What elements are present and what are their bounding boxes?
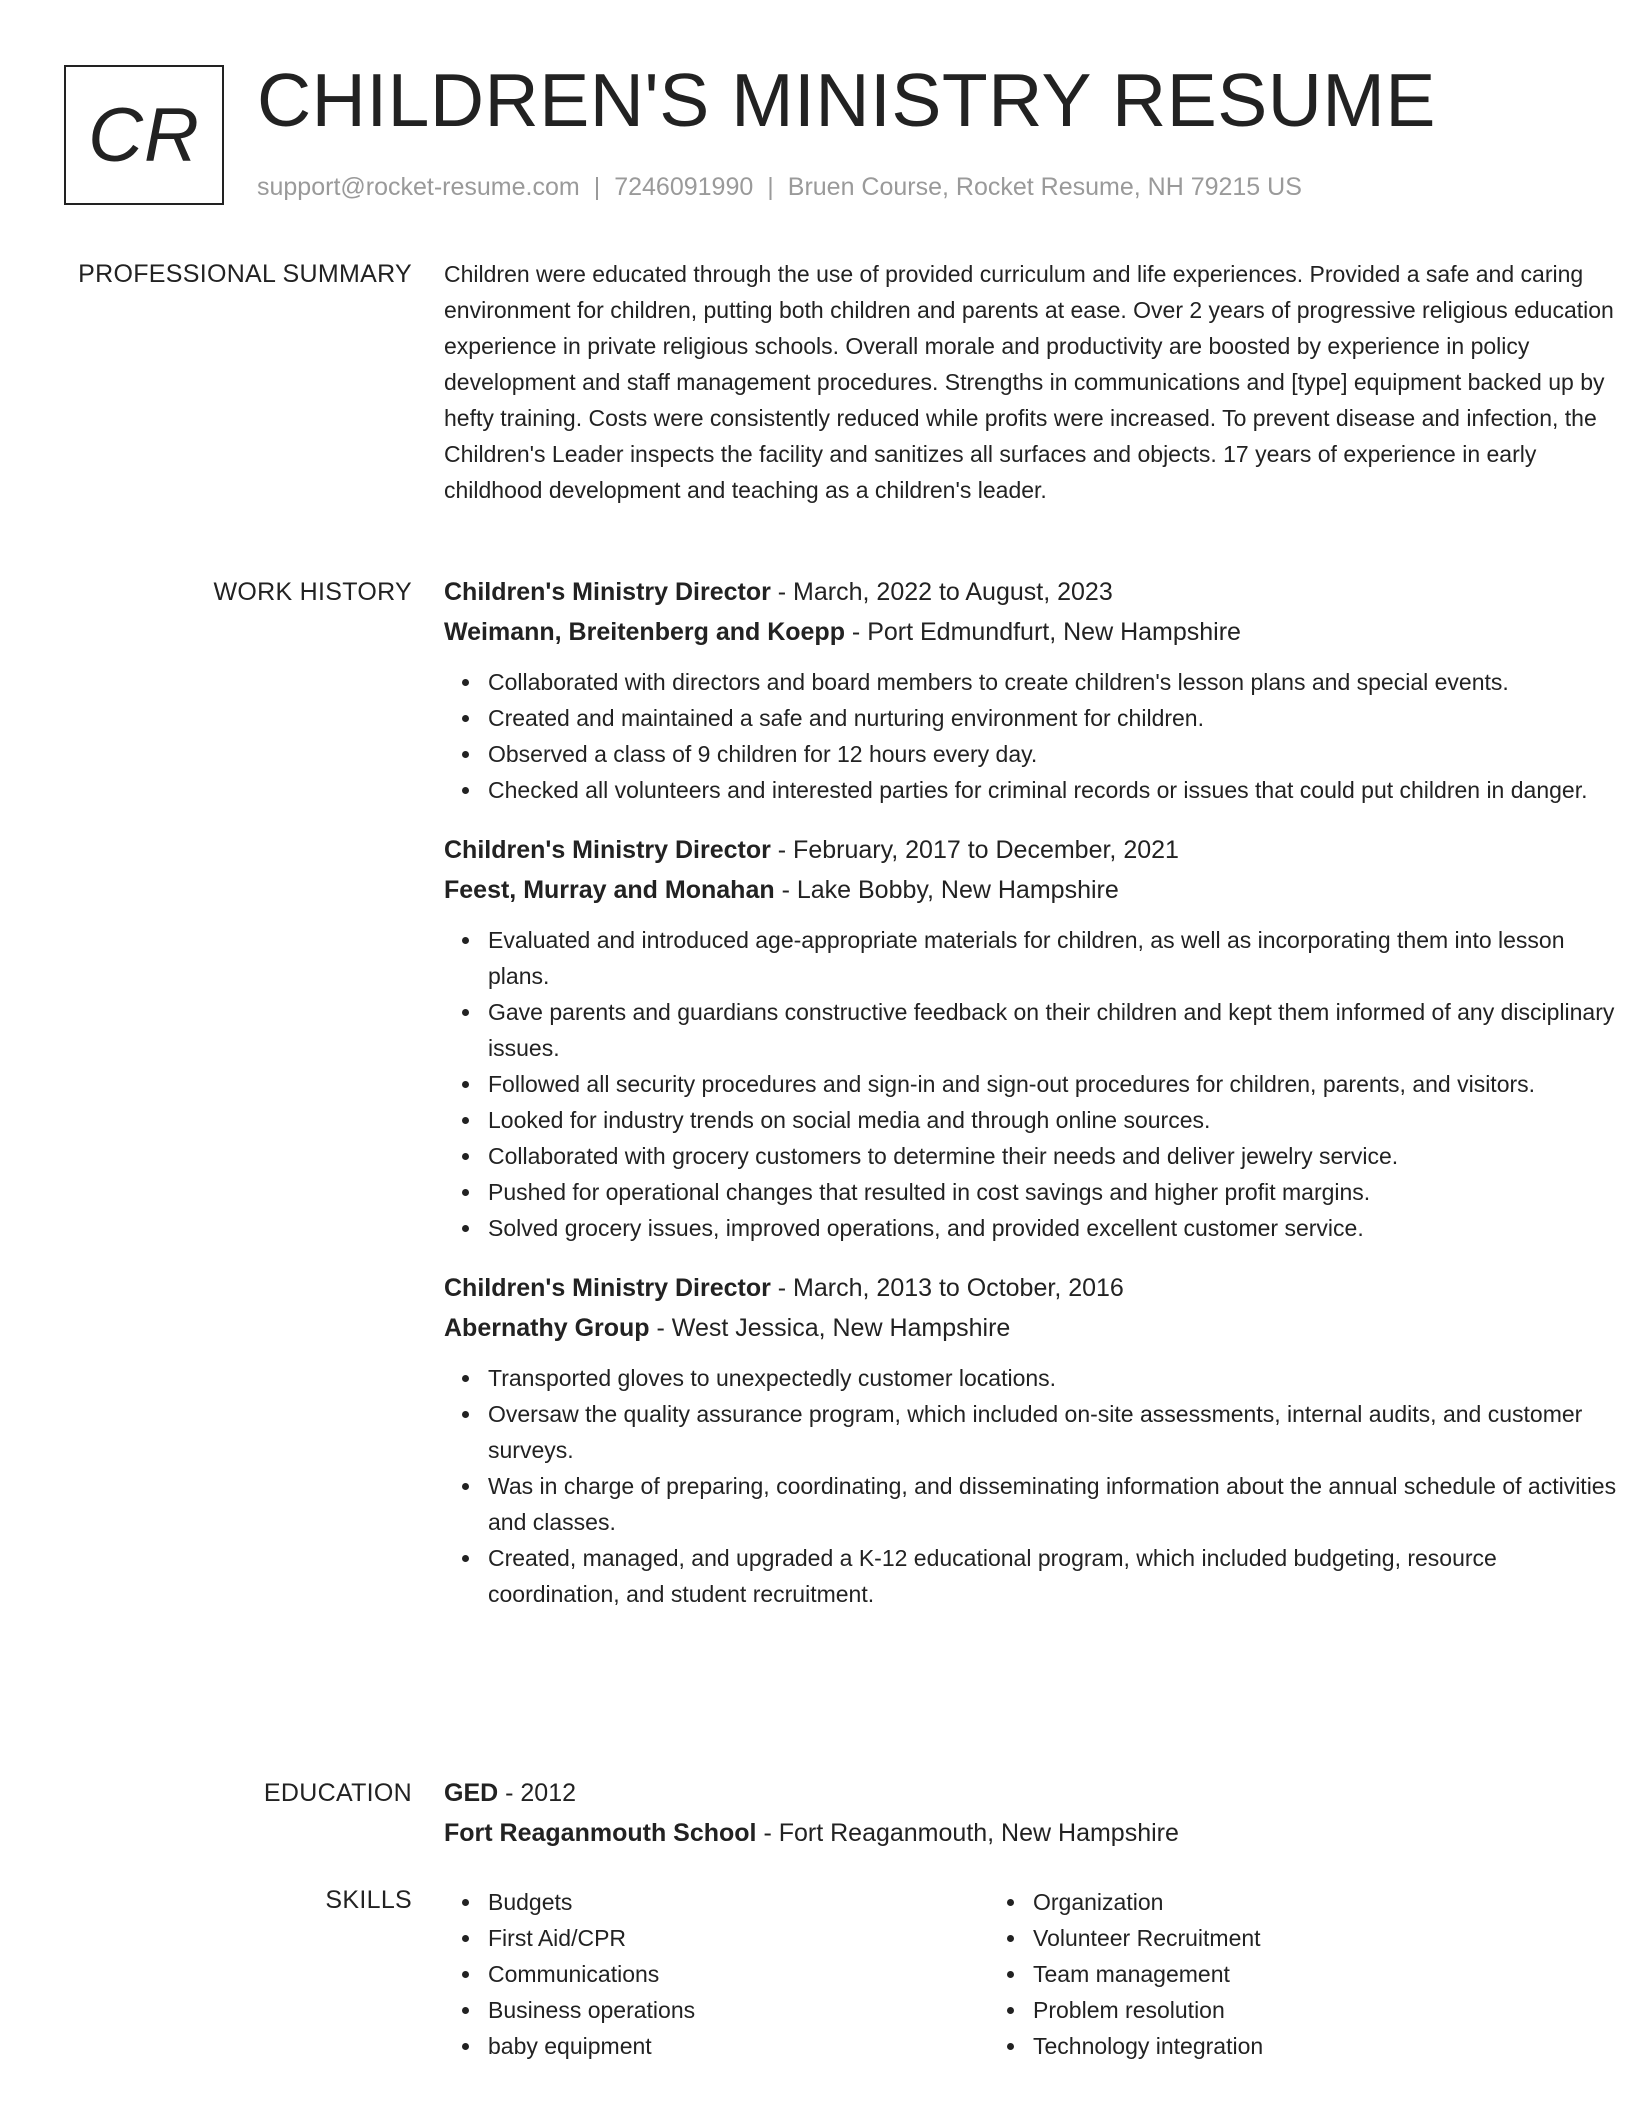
education-school-line — [444, 1813, 1620, 1853]
job-company-line — [444, 870, 1620, 910]
skill-item: Volunteer Recruitment — [1033, 1920, 1534, 1956]
contact-separator: | — [767, 173, 774, 201]
skill-item: Team management — [1033, 1956, 1534, 1992]
job-company: Abernathy Group — [444, 1314, 650, 1342]
job-company-line — [444, 612, 1620, 652]
education-degree: GED — [444, 1779, 499, 1807]
monogram-badge: CR — [64, 65, 224, 205]
job-bullet: Created, managed, and upgraded a K-12 educational program, which included budgeting, resource coordination, and student recruitment. — [488, 1540, 1620, 1612]
section-label-skills: SKILLS — [325, 1886, 412, 1914]
job-bullet: Collaborated with directors and board members to create children's lesson plans and special events. — [488, 664, 1620, 700]
job-location: - Lake Bobby, New Hampshire — [774, 876, 1119, 904]
skill-item: baby equipment — [488, 2028, 989, 2064]
skills-list — [989, 1884, 1534, 2064]
job-location: - Port Edmundfurt, New Hampshire — [844, 618, 1241, 646]
job-bullet: Pushed for operational changes that resulted in cost savings and higher profit margins. — [488, 1174, 1620, 1210]
skills-column-right — [989, 1884, 1534, 2064]
job-title-line — [444, 830, 1620, 870]
job-bullet: Gave parents and guardians constructive feedback on their children and kept them informed of any disciplinary issues. — [488, 994, 1620, 1066]
contact-address: Bruen Course, Rocket Resume, NH 79215 US — [787, 173, 1302, 201]
skill-item: Communications — [488, 1956, 989, 1992]
work-history-body — [444, 572, 1620, 1612]
job-dates: - February, 2017 to December, 2021 — [770, 836, 1179, 864]
section-label-work-history: WORK HISTORY — [213, 578, 412, 606]
job-bullet: Created and maintained a safe and nurturing environment for children. — [488, 700, 1620, 736]
job-bullet: Evaluated and introduced age-appropriate materials for children, as well as incorporating them into lesson plans. — [488, 922, 1620, 994]
skill-item: First Aid/CPR — [488, 1920, 989, 1956]
job-bullet: Transported gloves to unexpectedly customer locations. — [488, 1360, 1620, 1396]
contact-email: support@rocket-resume.com — [257, 173, 580, 201]
job-title-line — [444, 572, 1620, 612]
skills-grid — [444, 1884, 1620, 2064]
education-school: Fort Reaganmouth School — [444, 1819, 757, 1847]
job-bullet: Observed a class of 9 children for 12 hours every day. — [488, 736, 1620, 772]
skills-body — [444, 1884, 1620, 2064]
job-bullet: Looked for industry trends on social media and through online sources. — [488, 1102, 1620, 1138]
job-bullets — [444, 1360, 1620, 1612]
job-bullets — [444, 664, 1620, 808]
job-bullet: Checked all volunteers and interested parties for criminal records or issues that could put children in danger. — [488, 772, 1620, 808]
resume-title: CHILDREN'S MINISTRY RESUME — [257, 58, 1436, 142]
job-bullet: Oversaw the quality assurance program, which included on-site assessments, internal audits, and customer surveys. — [488, 1396, 1620, 1468]
job-company: Feest, Murray and Monahan — [444, 876, 775, 904]
skill-item: Business operations — [488, 1992, 989, 2028]
job-company: Weimann, Breitenberg and Koepp — [444, 618, 845, 646]
job-dates: - March, 2013 to October, 2016 — [770, 1274, 1124, 1302]
job-bullets — [444, 922, 1620, 1246]
job-location: - West Jessica, New Hampshire — [649, 1314, 1011, 1342]
skill-item: Budgets — [488, 1884, 989, 1920]
job-bullet: Collaborated with grocery customers to determine their needs and deliver jewelry service. — [488, 1138, 1620, 1174]
job-title: Children's Ministry Director — [444, 578, 771, 606]
job-bullet: Solved grocery issues, improved operations, and provided excellent customer service. — [488, 1210, 1620, 1246]
skill-item: Technology integration — [1033, 2028, 1534, 2064]
job-dates: - March, 2022 to August, 2023 — [770, 578, 1113, 606]
contact-phone: 7246091990 — [614, 173, 754, 201]
skill-item: Problem resolution — [1033, 1992, 1534, 2028]
job-title-line — [444, 1268, 1620, 1308]
job-bullet: Followed all security procedures and sign-in and sign-out procedures for children, parents, and visitors. — [488, 1066, 1620, 1102]
job-entry — [444, 830, 1620, 1246]
resume-header — [64, 58, 1564, 209]
job-title: Children's Ministry Director — [444, 1274, 771, 1302]
education-year: - 2012 — [498, 1779, 577, 1807]
skills-list — [444, 1884, 989, 2064]
skills-column-left — [444, 1884, 989, 2064]
job-entry — [444, 1268, 1620, 1612]
summary-text: Children were educated through the use of provided curriculum and life experiences. Provided a safe and caring environment for children, putting both children and parents at ease. Over 2 years of progressive religious education experience in private religious schools. Overall morale and productivity are boosted by experience in policy development and staff management procedures. Strengths in communications and [type] equipment backed up by hefty training. Costs were consistently reduced while profits were increased. To prevent disease and infection, the Children's Leader inspects the facility and sanitizes all surfaces and objects. 17 years of experience in early childhood development and teaching as a children's leader. — [444, 261, 1614, 503]
section-label-summary: PROFESSIONAL SUMMARY — [78, 260, 412, 288]
skill-item: Organization — [1033, 1884, 1534, 1920]
section-label-education: EDUCATION — [263, 1779, 412, 1807]
education-body — [444, 1773, 1620, 1853]
job-bullet: Was in charge of preparing, coordinating, and disseminating information about the annual schedule of activities and classes. — [488, 1468, 1620, 1540]
summary-body — [444, 256, 1620, 508]
education-degree-line — [444, 1773, 1620, 1813]
job-company-line — [444, 1308, 1620, 1348]
contact-line — [257, 173, 1302, 202]
job-entry — [444, 572, 1620, 808]
education-location: - Fort Reaganmouth, New Hampshire — [756, 1819, 1179, 1847]
contact-separator: | — [593, 173, 601, 201]
job-title: Children's Ministry Director — [444, 836, 771, 864]
